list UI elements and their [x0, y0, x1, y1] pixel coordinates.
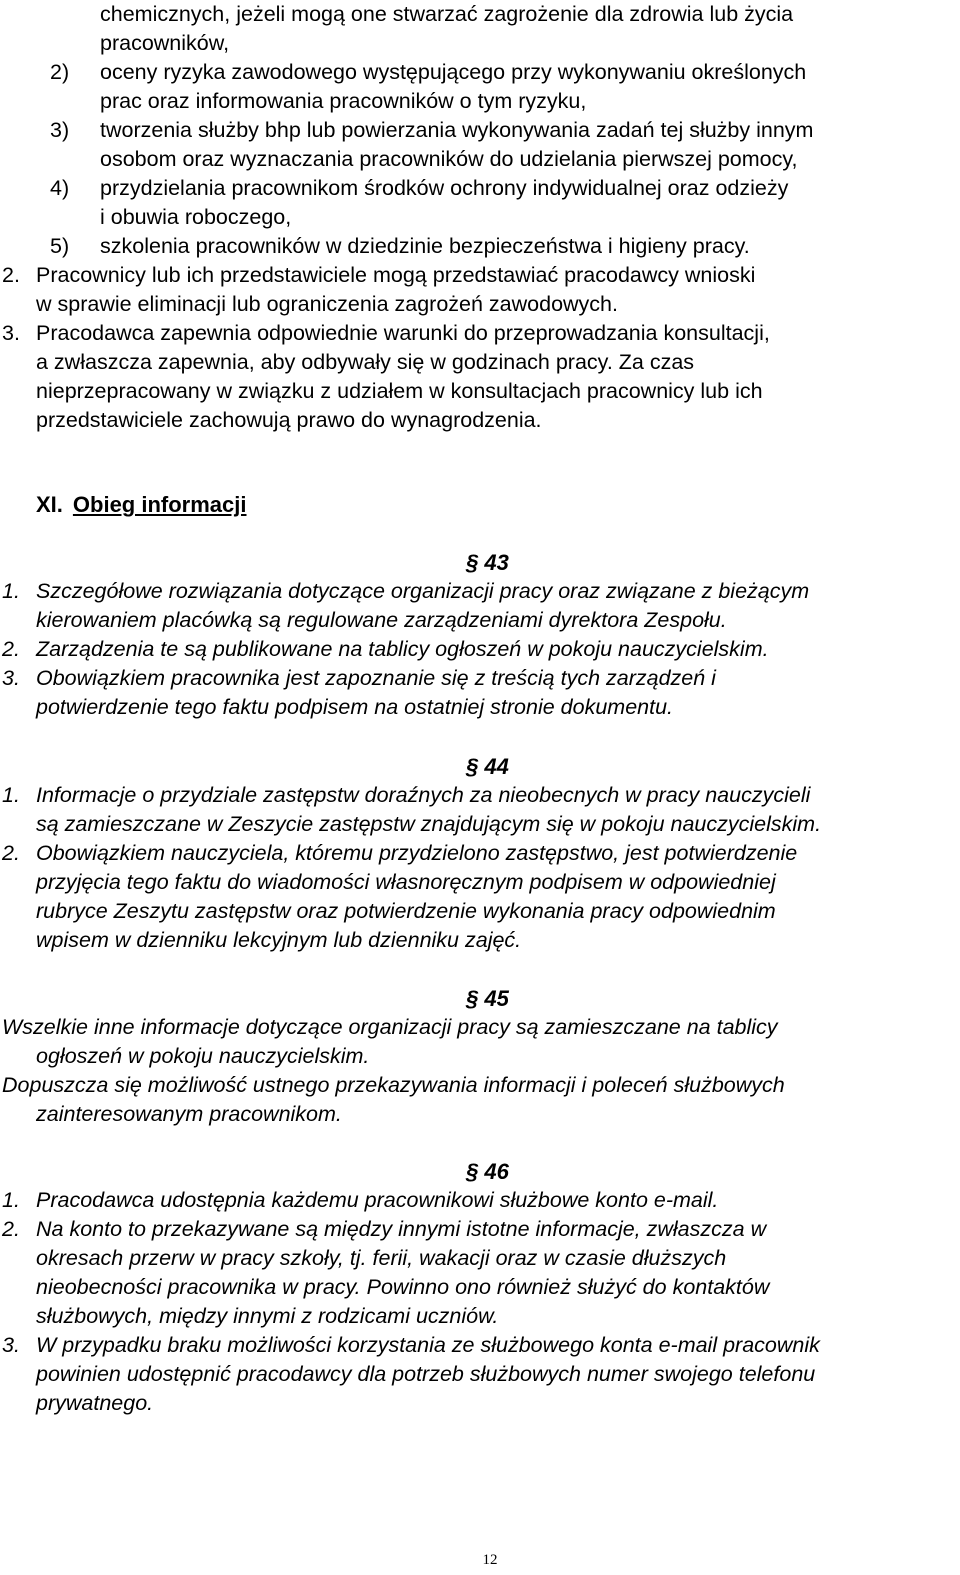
chapter-heading: [36, 490, 247, 519]
paragraph-45-list: [2, 1013, 957, 1129]
list-item: 2. Na konto to przekazywane są między innymi istotne informacje, zwłaszcza w: [2, 1217, 767, 1241]
paragraph-mark-43: § 43: [466, 550, 509, 575]
page-number: 12: [482, 1552, 498, 1568]
chapter-title: Obieg informacji: [72, 492, 247, 517]
list-item: 3. Pracodawca zapewnia odpowiednie warunki do przeprowadzania konsultacji,: [2, 321, 770, 345]
paragraph-mark-46: § 46: [466, 1159, 509, 1184]
list-item: 4) przydzielania pracownikom środków ochrony indywidualnej oraz odzieży: [50, 176, 789, 200]
list-item-line: nieobecności pracownika w pracy. Powinno ono również służyć do kontaktów: [36, 1275, 770, 1299]
list-item-line: prac oraz informowania pracowników o tym ryzyku,: [100, 89, 587, 113]
list-item: 3. W przypadku braku możliwości korzystania ze służbowego konta e-mail pracownik: [2, 1333, 820, 1357]
list-item-line: prywatnego.: [36, 1391, 154, 1415]
list-item-line: przyjęcia tego faktu do wiadomości własnoręcznym podpisem w odpowiedniej: [36, 870, 776, 894]
list-item: 2. Zarządzenia te są publikowane na tablicy ogłoszeń w pokoju nauczycielskim.: [2, 637, 769, 661]
list-item-line: i obuwia roboczego,: [100, 205, 292, 229]
list-item-line: kierowaniem placówką są regulowane zarządzeniami dyrektora Zespołu.: [36, 608, 727, 632]
list-item: 3) tworzenia służby bhp lub powierzania wykonywania zadań tej służby innym: [50, 118, 814, 142]
list-item-line: w sprawie eliminacji lub ograniczenia zagrożeń zawodowych.: [36, 292, 618, 316]
list-item-line: potwierdzenie tego faktu podpisem na ostatniej stronie dokumentu.: [36, 695, 674, 719]
list-item: 1. Szczegółowe rozwiązania dotyczące organizacji pracy oraz związane z bieżącym: [2, 579, 810, 603]
paragraph-44-list: [2, 781, 957, 955]
list-item-line: są zamieszczane w Zeszycie zastępstw znajdującym się w pokoju nauczycielskim.: [36, 812, 822, 836]
list-item-line: okresach przerw w pracy szkoły, tj. ferii, wakacji oraz w czasie dłuższych: [36, 1246, 727, 1270]
list-continuation-line: chemicznych, jeżeli mogą one stwarzać zagrożenie dla zdrowia lub życia: [100, 2, 794, 26]
chapter-number: XI.: [36, 492, 63, 517]
paragraph-text-line: ogłoszeń w pokoju nauczycielskim.: [36, 1044, 370, 1068]
list-item-line: nieprzepracowany w związku z udziałem w konsultacjach pracownicy lub ich: [36, 379, 763, 403]
list-item-line: służbowych, między innymi z rodzicami uczniów.: [36, 1304, 499, 1328]
top-list: [50, 0, 950, 261]
list-item-line: wpisem w dzienniku lekcyjnym lub dzienniku zajęć.: [36, 928, 522, 952]
list-item: 2) oceny ryzyka zawodowego występującego przy wykonywaniu określonych: [50, 60, 807, 84]
list-item-line: a zwłaszcza zapewnia, aby odbywały się w godzinach pracy. Za czas: [36, 350, 695, 374]
list-item-line: powinien udostępnić pracodawcy dla potrzeb służbowych numer swojego telefonu: [36, 1362, 816, 1386]
paragraph-46-list: [2, 1186, 957, 1418]
list-continuation-line: pracowników,: [100, 31, 230, 55]
list-item: 2. Obowiązkiem nauczyciela, któremu przydzielono zastępstwo, jest potwierdzenie: [2, 841, 798, 865]
paragraph-mark-44: § 44: [466, 754, 509, 779]
paragraph-43-list: [2, 577, 957, 722]
list-item: 5) szkolenia pracowników w dziedzinie bezpieczeństwa i higieny pracy.: [50, 234, 750, 258]
consultation-list: [2, 261, 952, 435]
list-item-line: osobom oraz wyznaczania pracowników do udzielania pierwszej pomocy,: [100, 147, 798, 171]
list-item-line: rubryce Zeszytu zastępstw oraz potwierdzenie wykonania pracy odpowiednim: [36, 899, 776, 923]
paragraph-text: Wszelkie inne informacje dotyczące organizacji pracy są zamieszczane na tablicy: [2, 1015, 778, 1039]
paragraph-text-line: zainteresowanym pracownikom.: [36, 1102, 342, 1126]
paragraph-text: Dopuszcza się możliwość ustnego przekazywania informacji i poleceń służbowych: [2, 1073, 785, 1097]
list-item: 2. Pracownicy lub ich przedstawiciele mogą przedstawiać pracodawcy wnioski: [2, 263, 756, 287]
list-item: 3. Obowiązkiem pracownika jest zapoznanie się z treścią tych zarządzeń i: [2, 666, 716, 690]
paragraph-mark-45: § 45: [466, 986, 509, 1011]
list-item: 1. Pracodawca udostępnia każdemu pracownikowi służbowe konto e-mail.: [2, 1188, 719, 1212]
list-item-line: przedstawiciele zachowują prawo do wynagrodzenia.: [36, 408, 542, 432]
list-item: 1. Informacje o przydziale zastępstw doraźnych za nieobecnych w pracy nauczycieli: [2, 783, 811, 807]
